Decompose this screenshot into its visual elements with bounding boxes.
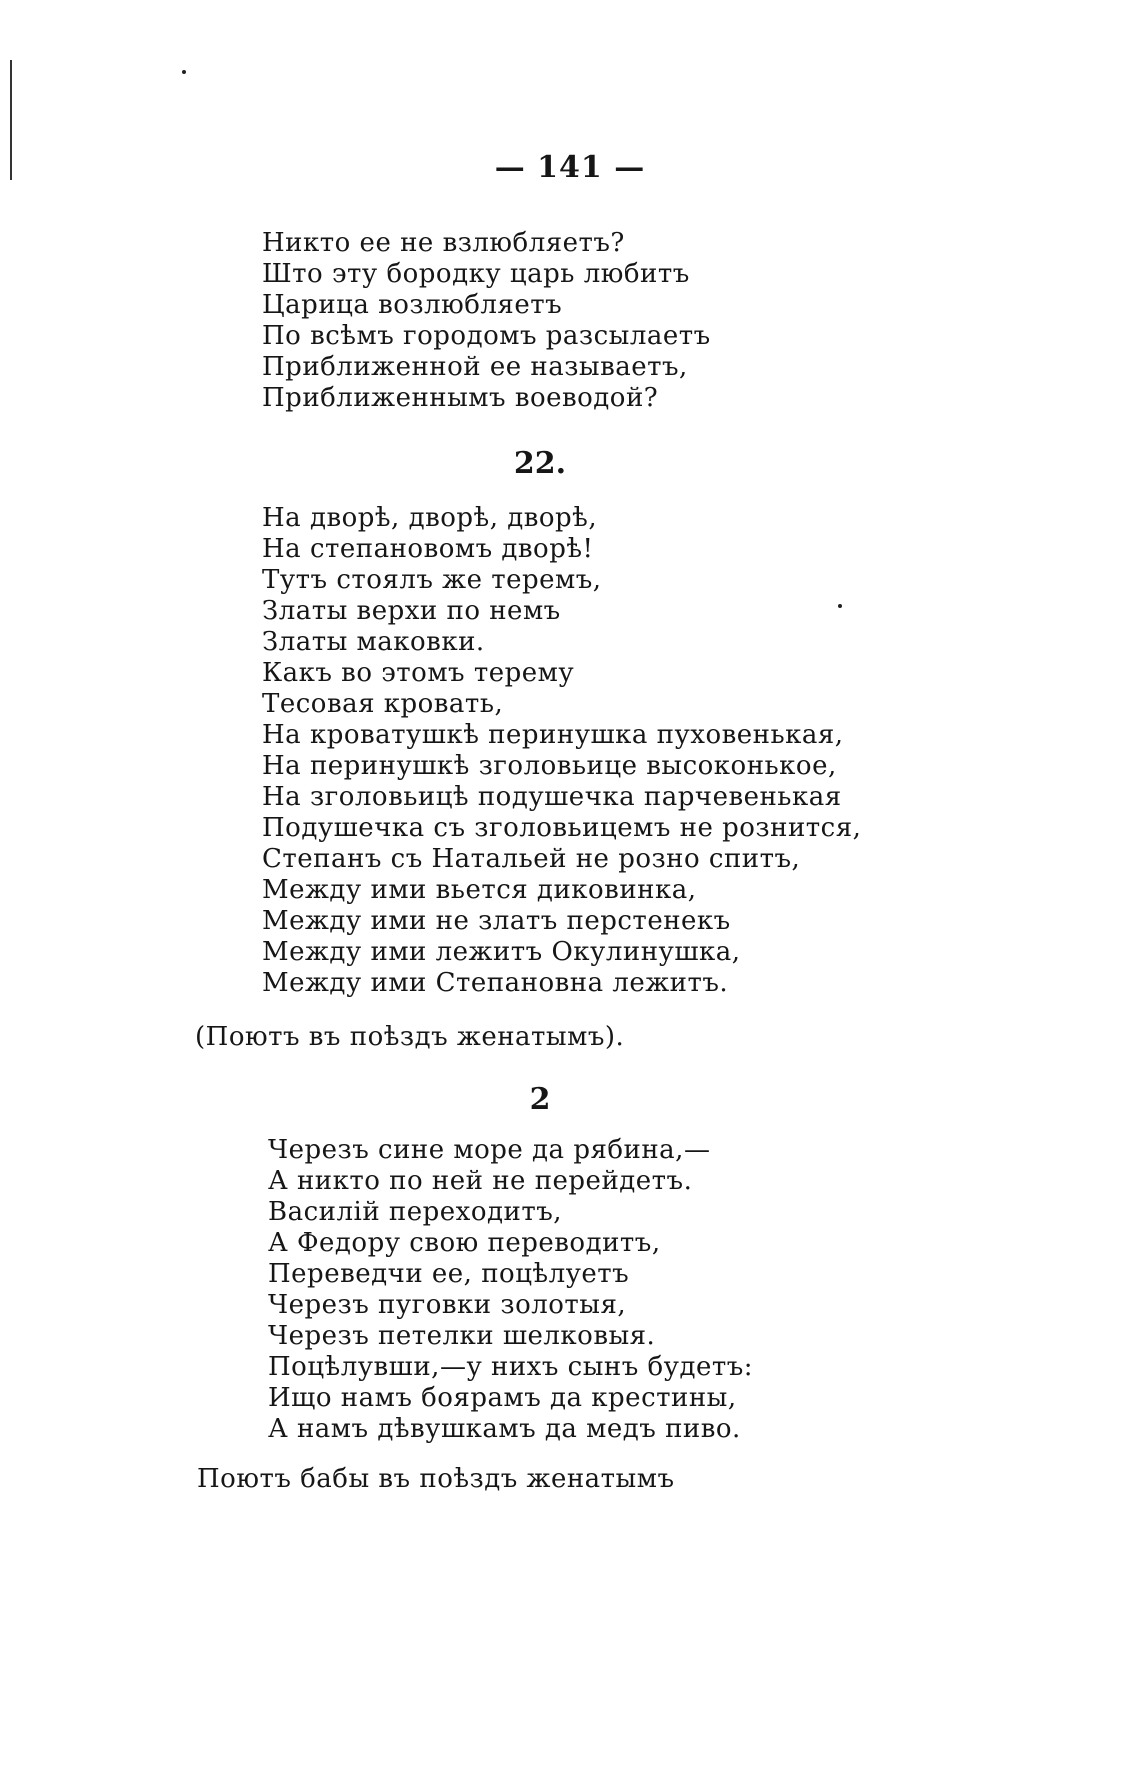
- performance-note: (Поютъ въ поѣздъ женатымъ).: [195, 1022, 625, 1052]
- verse-line: Златы маковки.: [262, 627, 485, 657]
- verse-line: Черезъ пуговки золотыя,: [268, 1290, 627, 1320]
- verse-line: Какъ во этомъ терему: [262, 658, 575, 688]
- verse-line: Ищо намъ боярамъ да крестины,: [268, 1383, 737, 1413]
- song-number: 2: [529, 1082, 551, 1117]
- verse-line: На зголовьицѣ подушечка парчевенькая: [262, 782, 842, 812]
- verse-line: Между ими вьется диковинка,: [262, 875, 697, 905]
- verse-line: На перинушкѣ зголовьице высоконькое,: [262, 751, 837, 781]
- verse-line: Между ими Степановна лежитъ.: [262, 968, 729, 998]
- verse-line: Степанъ съ Натальей не розно спитъ,: [262, 844, 801, 874]
- print-speck: [182, 70, 186, 74]
- verse-line: Черезъ сине море да рябина,—: [268, 1135, 711, 1165]
- verse-line: Между ими не златъ перстенекъ: [262, 906, 731, 936]
- song-number: 22.: [513, 446, 567, 481]
- verse-line: Подушечка съ зголовьицемъ не рознится,: [262, 813, 862, 843]
- verse-line: Што эту бородку царь любитъ: [262, 259, 690, 289]
- verse-line: Поцѣлувши,—у нихъ сынъ будетъ:: [268, 1352, 754, 1382]
- verse-line: Тутъ стоялъ же теремъ,: [262, 565, 602, 595]
- verse-line: На кроватушкѣ перинушка пуховенькая,: [262, 720, 844, 750]
- verse-line: На дворѣ, дворѣ, дворѣ,: [262, 503, 598, 533]
- verse-line: Переведчи ее, поцѣлуетъ: [268, 1259, 630, 1289]
- verse-line: Тесовая кровать,: [262, 689, 504, 719]
- performance-note: Поютъ бабы въ поѣздъ женатымъ: [197, 1464, 675, 1494]
- verse-line: Черезъ петелки шелковыя.: [268, 1321, 656, 1351]
- verse-line: Между ими лежитъ Окулинушка,: [262, 937, 741, 967]
- verse-line: А намъ дѣвушкамъ да медъ пиво.: [268, 1414, 741, 1444]
- verse-line: А никто по ней не перейдетъ.: [268, 1166, 693, 1196]
- verse-line: По всѣмъ городомъ разсылаетъ: [262, 321, 711, 351]
- verse-line: Приближенной ее называетъ,: [262, 352, 688, 382]
- verse-line: Никто ее не взлюбляетъ?: [262, 228, 625, 258]
- verse-line: Приближеннымъ воеводой?: [262, 383, 659, 413]
- verse-line: На степановомъ дворѣ!: [262, 534, 594, 564]
- song-2-verse: [268, 1135, 753, 1445]
- page-number: — 141 —: [494, 150, 646, 185]
- verse-line: Златы верхи по немъ: [262, 596, 561, 626]
- verse-line: Царица возлюбляетъ: [262, 290, 563, 320]
- verse-line: А Федору свою переводитъ,: [268, 1228, 661, 1258]
- song-22-verse: [262, 503, 861, 999]
- stanza-continued: [262, 228, 711, 414]
- verse-line: Василій переходитъ,: [268, 1197, 563, 1227]
